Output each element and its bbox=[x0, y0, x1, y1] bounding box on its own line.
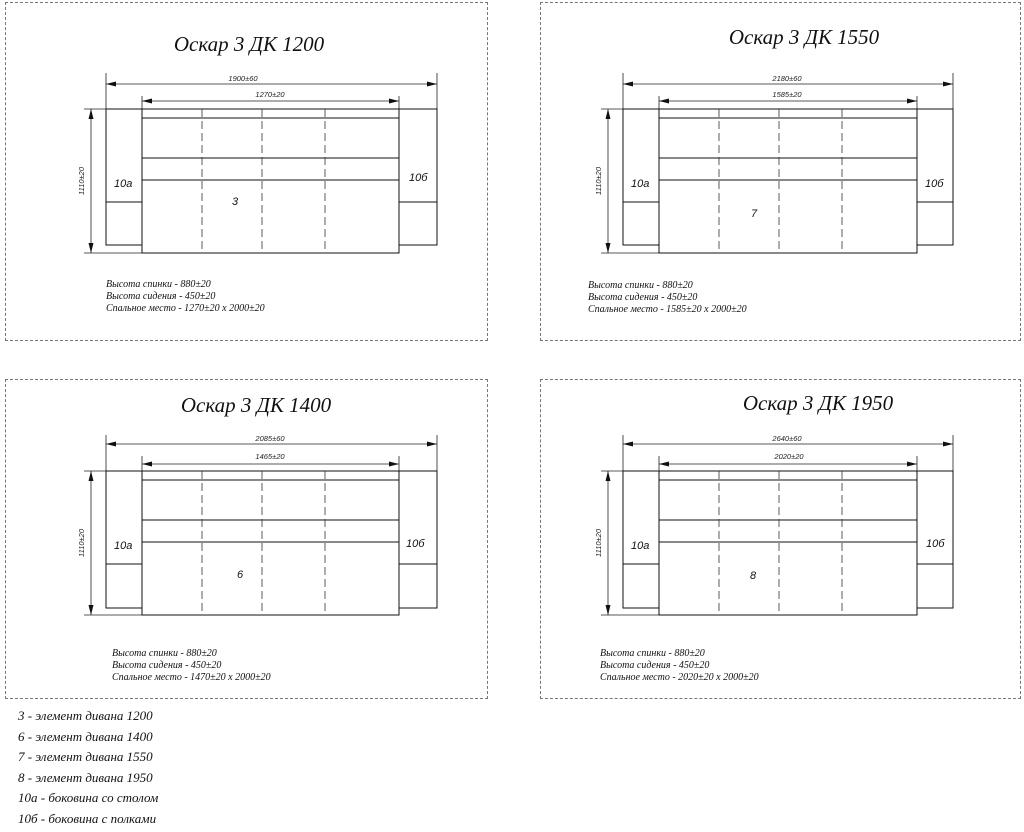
drawing-title: Оскар 3 ДК 1200 bbox=[173, 32, 325, 56]
sofa-drawing-panel bbox=[540, 379, 1021, 699]
legend-item: 3 - элемент дивана 1200 bbox=[18, 708, 153, 723]
spec-sleeping-area: Спальное место - 1470±20 х 2000±20 bbox=[112, 672, 271, 683]
legend-item: 6 - элемент дивана 1400 bbox=[18, 728, 153, 744]
left-armrest-label: 10а bbox=[114, 178, 133, 190]
outer-width-dimension: 1900±60 bbox=[228, 74, 258, 83]
spec-seat-height: Высота сидения - 450±20 bbox=[106, 291, 216, 302]
legend-item: 7 - элемент дивана 1550 bbox=[18, 749, 153, 765]
outer-width-dimension: 2180±60 bbox=[772, 74, 802, 83]
center-element-label: 7 bbox=[751, 208, 758, 220]
inner-width-dimension: 1270±20 bbox=[255, 90, 285, 99]
spec-backrest-height: Высота спинки - 880±20 bbox=[106, 279, 211, 290]
right-armrest-label: 10б bbox=[409, 172, 428, 184]
element-legend bbox=[18, 706, 158, 830]
sofa-drawing-panel bbox=[540, 2, 1021, 341]
center-element-label: 3 bbox=[232, 196, 239, 208]
right-armrest-label: 10б bbox=[926, 538, 945, 550]
spec-seat-height: Высота сидения - 450±20 bbox=[112, 660, 222, 671]
sofa-drawing-panel bbox=[5, 2, 488, 341]
sofa-drawing bbox=[6, 380, 489, 700]
inner-width-dimension: 1465±20 bbox=[255, 452, 285, 461]
right-armrest bbox=[917, 109, 953, 245]
left-armrest-label: 10а bbox=[631, 178, 650, 190]
left-armrest bbox=[623, 109, 659, 245]
left-armrest-label: 10а bbox=[114, 540, 133, 552]
inner-width-dimension: 1585±20 bbox=[772, 90, 802, 99]
spec-backrest-height: Высота спинки - 880±20 bbox=[588, 280, 693, 291]
inner-width-dimension: 2020±20 bbox=[774, 452, 804, 461]
center-element bbox=[659, 109, 917, 253]
depth-dimension: 1110±20 bbox=[594, 528, 603, 558]
spec-backrest-height: Высота спинки - 880±20 bbox=[112, 648, 217, 659]
spec-sleeping-area: Спальное место - 2020±20 х 2000±20 bbox=[600, 672, 759, 683]
drawing-title: Оскар 3 ДК 1400 bbox=[180, 393, 332, 417]
drawing-title: Оскар 3 ДК 1950 bbox=[742, 391, 894, 415]
right-armrest-label: 10б bbox=[406, 538, 425, 550]
depth-dimension: 1110±20 bbox=[77, 166, 86, 196]
outer-width-dimension: 2640±60 bbox=[772, 434, 802, 443]
spec-sleeping-area: Спальное место - 1585±20 х 2000±20 bbox=[588, 304, 747, 315]
legend-item: 8 - элемент дивана 1950 bbox=[18, 769, 153, 785]
sofa-drawing bbox=[541, 3, 1022, 342]
legend-item: 10а - боковина со столом bbox=[18, 790, 159, 806]
center-element-label: 6 bbox=[237, 569, 244, 581]
center-element bbox=[142, 471, 399, 615]
depth-dimension: 1110±20 bbox=[77, 528, 86, 558]
sofa-drawing bbox=[6, 3, 489, 342]
spec-seat-height: Высота сидения - 450±20 bbox=[600, 660, 710, 671]
right-armrest-label: 10б bbox=[925, 178, 944, 190]
depth-dimension: 1110±20 bbox=[594, 166, 603, 196]
legend-item: 10б - боковина с полками bbox=[18, 810, 157, 826]
drawing-title: Оскар 3 ДК 1550 bbox=[728, 25, 880, 49]
sofa-drawing bbox=[541, 380, 1022, 700]
spec-backrest-height: Высота спинки - 880±20 bbox=[600, 648, 705, 659]
left-armrest bbox=[106, 109, 142, 245]
outer-width-dimension: 2085±60 bbox=[255, 434, 285, 443]
center-element bbox=[142, 109, 399, 253]
center-element-label: 8 bbox=[750, 570, 757, 582]
center-element bbox=[659, 471, 917, 615]
left-armrest-label: 10а bbox=[631, 540, 650, 552]
sofa-drawing-panel bbox=[5, 379, 488, 699]
spec-sleeping-area: Спальное место - 1270±20 х 2000±20 bbox=[106, 303, 265, 314]
spec-seat-height: Высота сидения - 450±20 bbox=[588, 292, 698, 303]
